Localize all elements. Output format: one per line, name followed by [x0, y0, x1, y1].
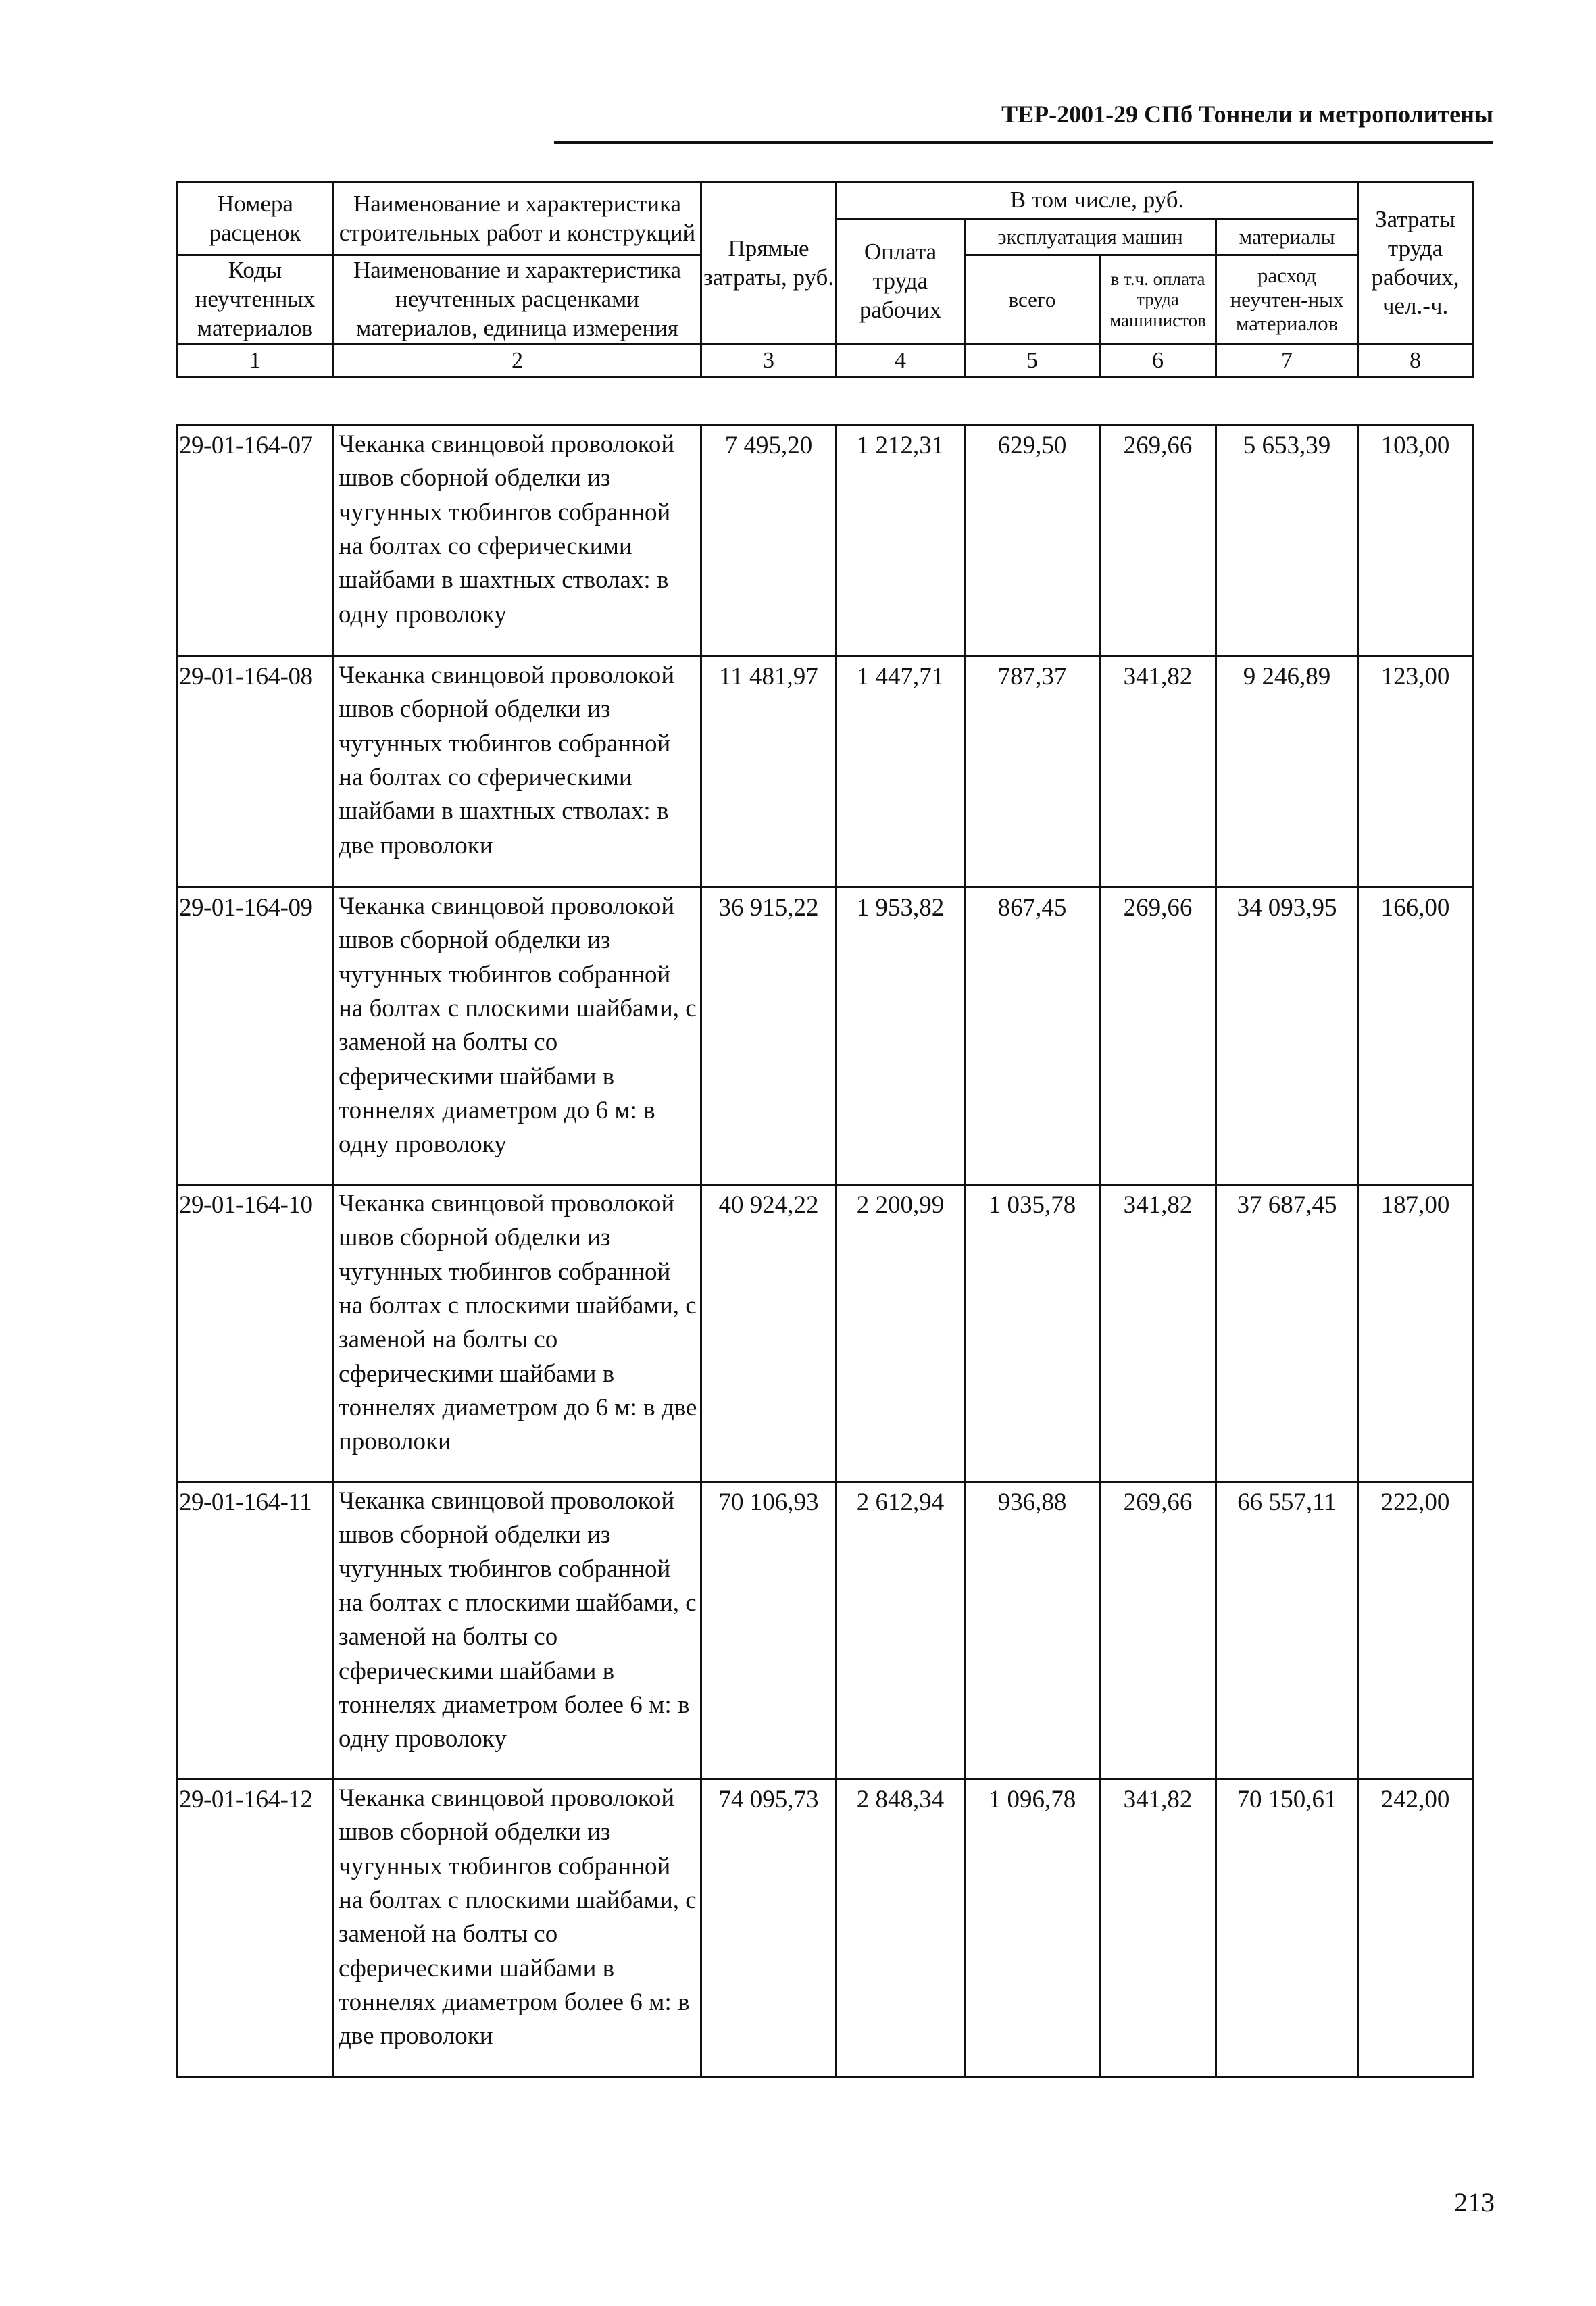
direct-costs: 11 481,97	[701, 657, 837, 888]
machinists-pay: 269,66	[1100, 426, 1216, 657]
document-title: ТЕР-2001-29 СПб Тоннели и метрополитены	[1001, 101, 1493, 128]
table-row	[177, 1185, 1473, 1482]
labor-hours: 103,00	[1358, 426, 1473, 657]
header-rule	[554, 141, 1493, 144]
header-in-total: В том числе, руб.	[837, 182, 1358, 219]
machinists-pay: 269,66	[1100, 1482, 1216, 1780]
col-number: 8	[1358, 345, 1473, 378]
labor-pay: 1 212,31	[837, 426, 965, 657]
materials-cost: 70 150,61	[1216, 1780, 1358, 2077]
labor-pay: 2 200,99	[837, 1185, 965, 1482]
machinists-pay: 341,82	[1100, 1780, 1216, 2077]
direct-costs: 7 495,20	[701, 426, 837, 657]
labor-hours: 123,00	[1358, 657, 1473, 888]
machinists-pay: 341,82	[1100, 1185, 1216, 1482]
rate-code: 29-01-164-08	[177, 657, 334, 888]
rate-description: Чеканка свинцовой проволокой швов сборной обделки из чугунных тюбингов собранной на болтах с плоскими шайбами, с заменой на болты со сферическими шайбами в тоннелях диаметром более 6 м: в две проволоки	[334, 1780, 701, 2077]
machines-total: 787,37	[965, 657, 1100, 888]
table-row	[177, 426, 1473, 657]
table-row	[177, 1482, 1473, 1780]
header-direct-costs: Прямые затраты, руб.	[701, 182, 837, 345]
table-header	[176, 181, 1474, 378]
header-machinists-pay: в т.ч. оплата труда машинистов	[1100, 255, 1216, 345]
col-number: 2	[334, 345, 701, 378]
rate-code: 29-01-164-10	[177, 1185, 334, 1482]
col-number: 3	[701, 345, 837, 378]
header-machines-total: всего	[965, 255, 1100, 345]
labor-hours: 166,00	[1358, 888, 1473, 1185]
rate-description: Чеканка свинцовой проволокой швов сборной обделки из чугунных тюбингов собранной на болтах с плоскими шайбами, с заменой на болты со сферическими шайбами в тоннелях диаметром более 6 м: в одну проволоку	[334, 1482, 701, 1780]
header-material-name: Наименование и характеристика неучтенных расценками материалов, единица измерения	[334, 255, 701, 345]
direct-costs: 70 106,93	[701, 1482, 837, 1780]
machines-total: 1 035,78	[965, 1185, 1100, 1482]
page-number: 213	[1454, 2187, 1495, 2217]
rate-code: 29-01-164-09	[177, 888, 334, 1185]
machinists-pay: 341,82	[1100, 657, 1216, 888]
rate-description: Чеканка свинцовой проволокой швов сборной обделки из чугунных тюбингов собранной на болтах со сферическими шайбами в шахтных стволах: в две проволоки	[334, 657, 701, 888]
rate-code: 29-01-164-11	[177, 1482, 334, 1780]
rate-description: Чеканка свинцовой проволокой швов сборной обделки из чугунных тюбингов собранной на болтах с плоскими шайбами, с заменой на болты со сферическими шайбами в тоннелях диаметром до 6 м: в две проволоки	[334, 1185, 701, 1482]
materials-cost: 5 653,39	[1216, 426, 1358, 657]
table-row	[177, 657, 1473, 888]
machines-total: 1 096,78	[965, 1780, 1100, 2077]
materials-cost: 66 557,11	[1216, 1482, 1358, 1780]
col-number: 4	[837, 345, 965, 378]
col-number: 1	[177, 345, 334, 378]
rates-table	[176, 424, 1474, 2078]
rate-description: Чеканка свинцовой проволокой швов сборной обделки из чугунных тюбингов собранной на болтах со сферическими шайбами в шахтных стволах: в одну проволоку	[334, 426, 701, 657]
materials-cost: 9 246,89	[1216, 657, 1358, 888]
labor-pay: 1 953,82	[837, 888, 965, 1185]
machines-total: 867,45	[965, 888, 1100, 1185]
header-work-name: Наименование и характеристика строительных работ и конструкций	[334, 182, 701, 255]
table-row	[177, 1780, 1473, 2077]
machines-total: 629,50	[965, 426, 1100, 657]
labor-hours: 242,00	[1358, 1780, 1473, 2077]
header-unaccounted-materials: расход неучтен-ных материалов	[1216, 255, 1358, 345]
header-labor-pay: Оплата труда рабочих	[837, 219, 965, 345]
machines-total: 936,88	[965, 1482, 1100, 1780]
rate-code: 29-01-164-07	[177, 426, 334, 657]
col-number: 6	[1100, 345, 1216, 378]
materials-cost: 37 687,45	[1216, 1185, 1358, 1482]
header-labor-hours: Затраты труда рабочих, чел.-ч.	[1358, 182, 1473, 345]
labor-pay: 2 848,34	[837, 1780, 965, 2077]
header-materials: материалы	[1216, 219, 1358, 255]
direct-costs: 40 924,22	[701, 1185, 837, 1482]
rate-code: 29-01-164-12	[177, 1780, 334, 2077]
labor-hours: 222,00	[1358, 1482, 1473, 1780]
rate-description: Чеканка свинцовой проволокой швов сборной обделки из чугунных тюбингов собранной на болтах с плоскими шайбами, с заменой на болты со сферическими шайбами в тоннелях диаметром до 6 м: в одну проволоку	[334, 888, 701, 1185]
header-material-codes: Коды неучтенных материалов	[177, 255, 334, 345]
header-machine-operation: эксплуатация машин	[965, 219, 1216, 255]
labor-hours: 187,00	[1358, 1185, 1473, 1482]
materials-cost: 34 093,95	[1216, 888, 1358, 1185]
labor-pay: 2 612,94	[837, 1482, 965, 1780]
col-number: 7	[1216, 345, 1358, 378]
direct-costs: 36 915,22	[701, 888, 837, 1185]
col-number: 5	[965, 345, 1100, 378]
table-row	[177, 888, 1473, 1185]
direct-costs: 74 095,73	[701, 1780, 837, 2077]
header-rate-numbers: Номера расценок	[177, 182, 334, 255]
labor-pay: 1 447,71	[837, 657, 965, 888]
machinists-pay: 269,66	[1100, 888, 1216, 1185]
